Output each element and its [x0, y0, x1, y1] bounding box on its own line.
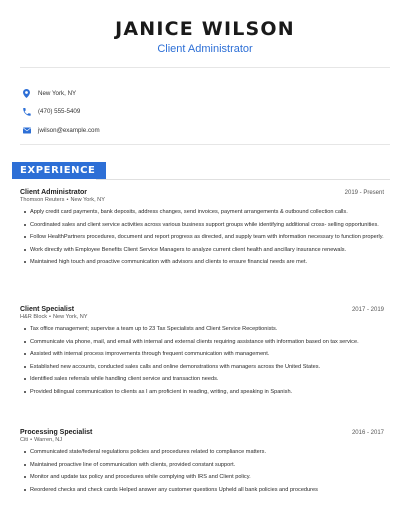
job-company: Citi [20, 437, 29, 443]
section-title-experience: EXPERIENCE [12, 162, 106, 179]
job-location: New York, NY [53, 314, 88, 320]
candidate-role: Client Administrator [157, 43, 253, 55]
list-item: Apply credit card payments, bank deposits, address changes, send invoices, payment arrangements & outbound collection calls. [24, 208, 384, 216]
job-company: Thomson Reuters [20, 197, 65, 203]
list-item: Provided bilingual communication to clients as I am proficient in reading, writing, and speaking in Spanish. [24, 388, 384, 396]
job-company-line: Citi • Warren, NJ [20, 437, 63, 443]
job-title: Client Specialist [20, 306, 75, 313]
phone-icon [22, 107, 31, 117]
location-pin-icon [22, 88, 31, 98]
list-item: Established new accounts, conducted sales calls and online demonstrations with managers across the United States. [24, 363, 384, 371]
contact-location-text: New York, NY [38, 89, 77, 97]
contact-phone [22, 103, 100, 121]
list-item: Coordinated sales and client service activities across various business support groups while identifying additional cross- selling opportunities. [24, 221, 384, 229]
list-item: Assisted with internal process improvements through frequent communication with management. [24, 350, 384, 358]
job-company-line: Thomson Reuters • New York, NY [20, 197, 105, 203]
email-icon [22, 125, 31, 135]
list-item: Identified sales referrals while handling client service and transaction needs. [24, 375, 384, 383]
list-item: Tax office management; supervise a team up to 23 Tax Specialists and Client Service Receptionists. [24, 325, 384, 333]
job-bullets [20, 448, 384, 494]
contact-location [22, 84, 100, 102]
list-item: Follow HealthPartners procedures, document and report progress as directed, and supply team with information necessary to function properly. [24, 233, 384, 241]
list-item: Maintained proactive line of communication with clients, provided constant support. [24, 461, 384, 469]
job-entry [20, 429, 384, 498]
job-entry [20, 306, 384, 401]
job-company-line: H&R Block • New York, NY [20, 314, 88, 320]
contact-email [22, 121, 100, 139]
list-item: Communicate via phone, mail, and email with internal and external clients requiring assistance with information based on tax service. [24, 338, 384, 346]
list-item: Monitor and update tax policy and procedures while complying with IRS and Client policy. [24, 473, 384, 481]
job-bullets [20, 325, 384, 396]
contact-divider [20, 144, 390, 145]
job-location: Warren, NJ [34, 437, 63, 443]
contact-list [22, 84, 100, 140]
list-item: Reordered checks and check cards Helped answer any customer questions Upheld all bank policies and procedures [24, 486, 384, 494]
job-entry [20, 189, 384, 271]
job-dates: 2017 - 2019 [351, 307, 384, 313]
contact-email-text: jwilson@example.com [38, 126, 100, 134]
list-item: Communicated state/federal regulations policies and procedures related to compliance matters. [24, 448, 384, 456]
job-dates: 2019 - Present [344, 190, 384, 196]
job-bullets [20, 208, 384, 266]
contact-phone-text: (470) 555-5409 [38, 108, 81, 115]
job-title: Processing Specialist [20, 429, 93, 436]
job-title: Client Administrator [20, 189, 88, 196]
resume-header [0, 0, 410, 56]
job-company: H&R Block [20, 314, 48, 320]
list-item: Maintained high touch and proactive communication with advisors and clients to ensure financial needs are met. [24, 258, 384, 266]
list-item: Work directly with Employee Benefits Client Service Managers to analyze current client health and ancillary insurance renewals. [24, 246, 384, 254]
job-dates: 2016 - 2017 [351, 430, 384, 436]
header-divider [20, 67, 390, 68]
job-location: New York, NY [70, 197, 105, 203]
candidate-name: JANICE WILSON [115, 18, 295, 40]
section-underline [96, 179, 390, 180]
